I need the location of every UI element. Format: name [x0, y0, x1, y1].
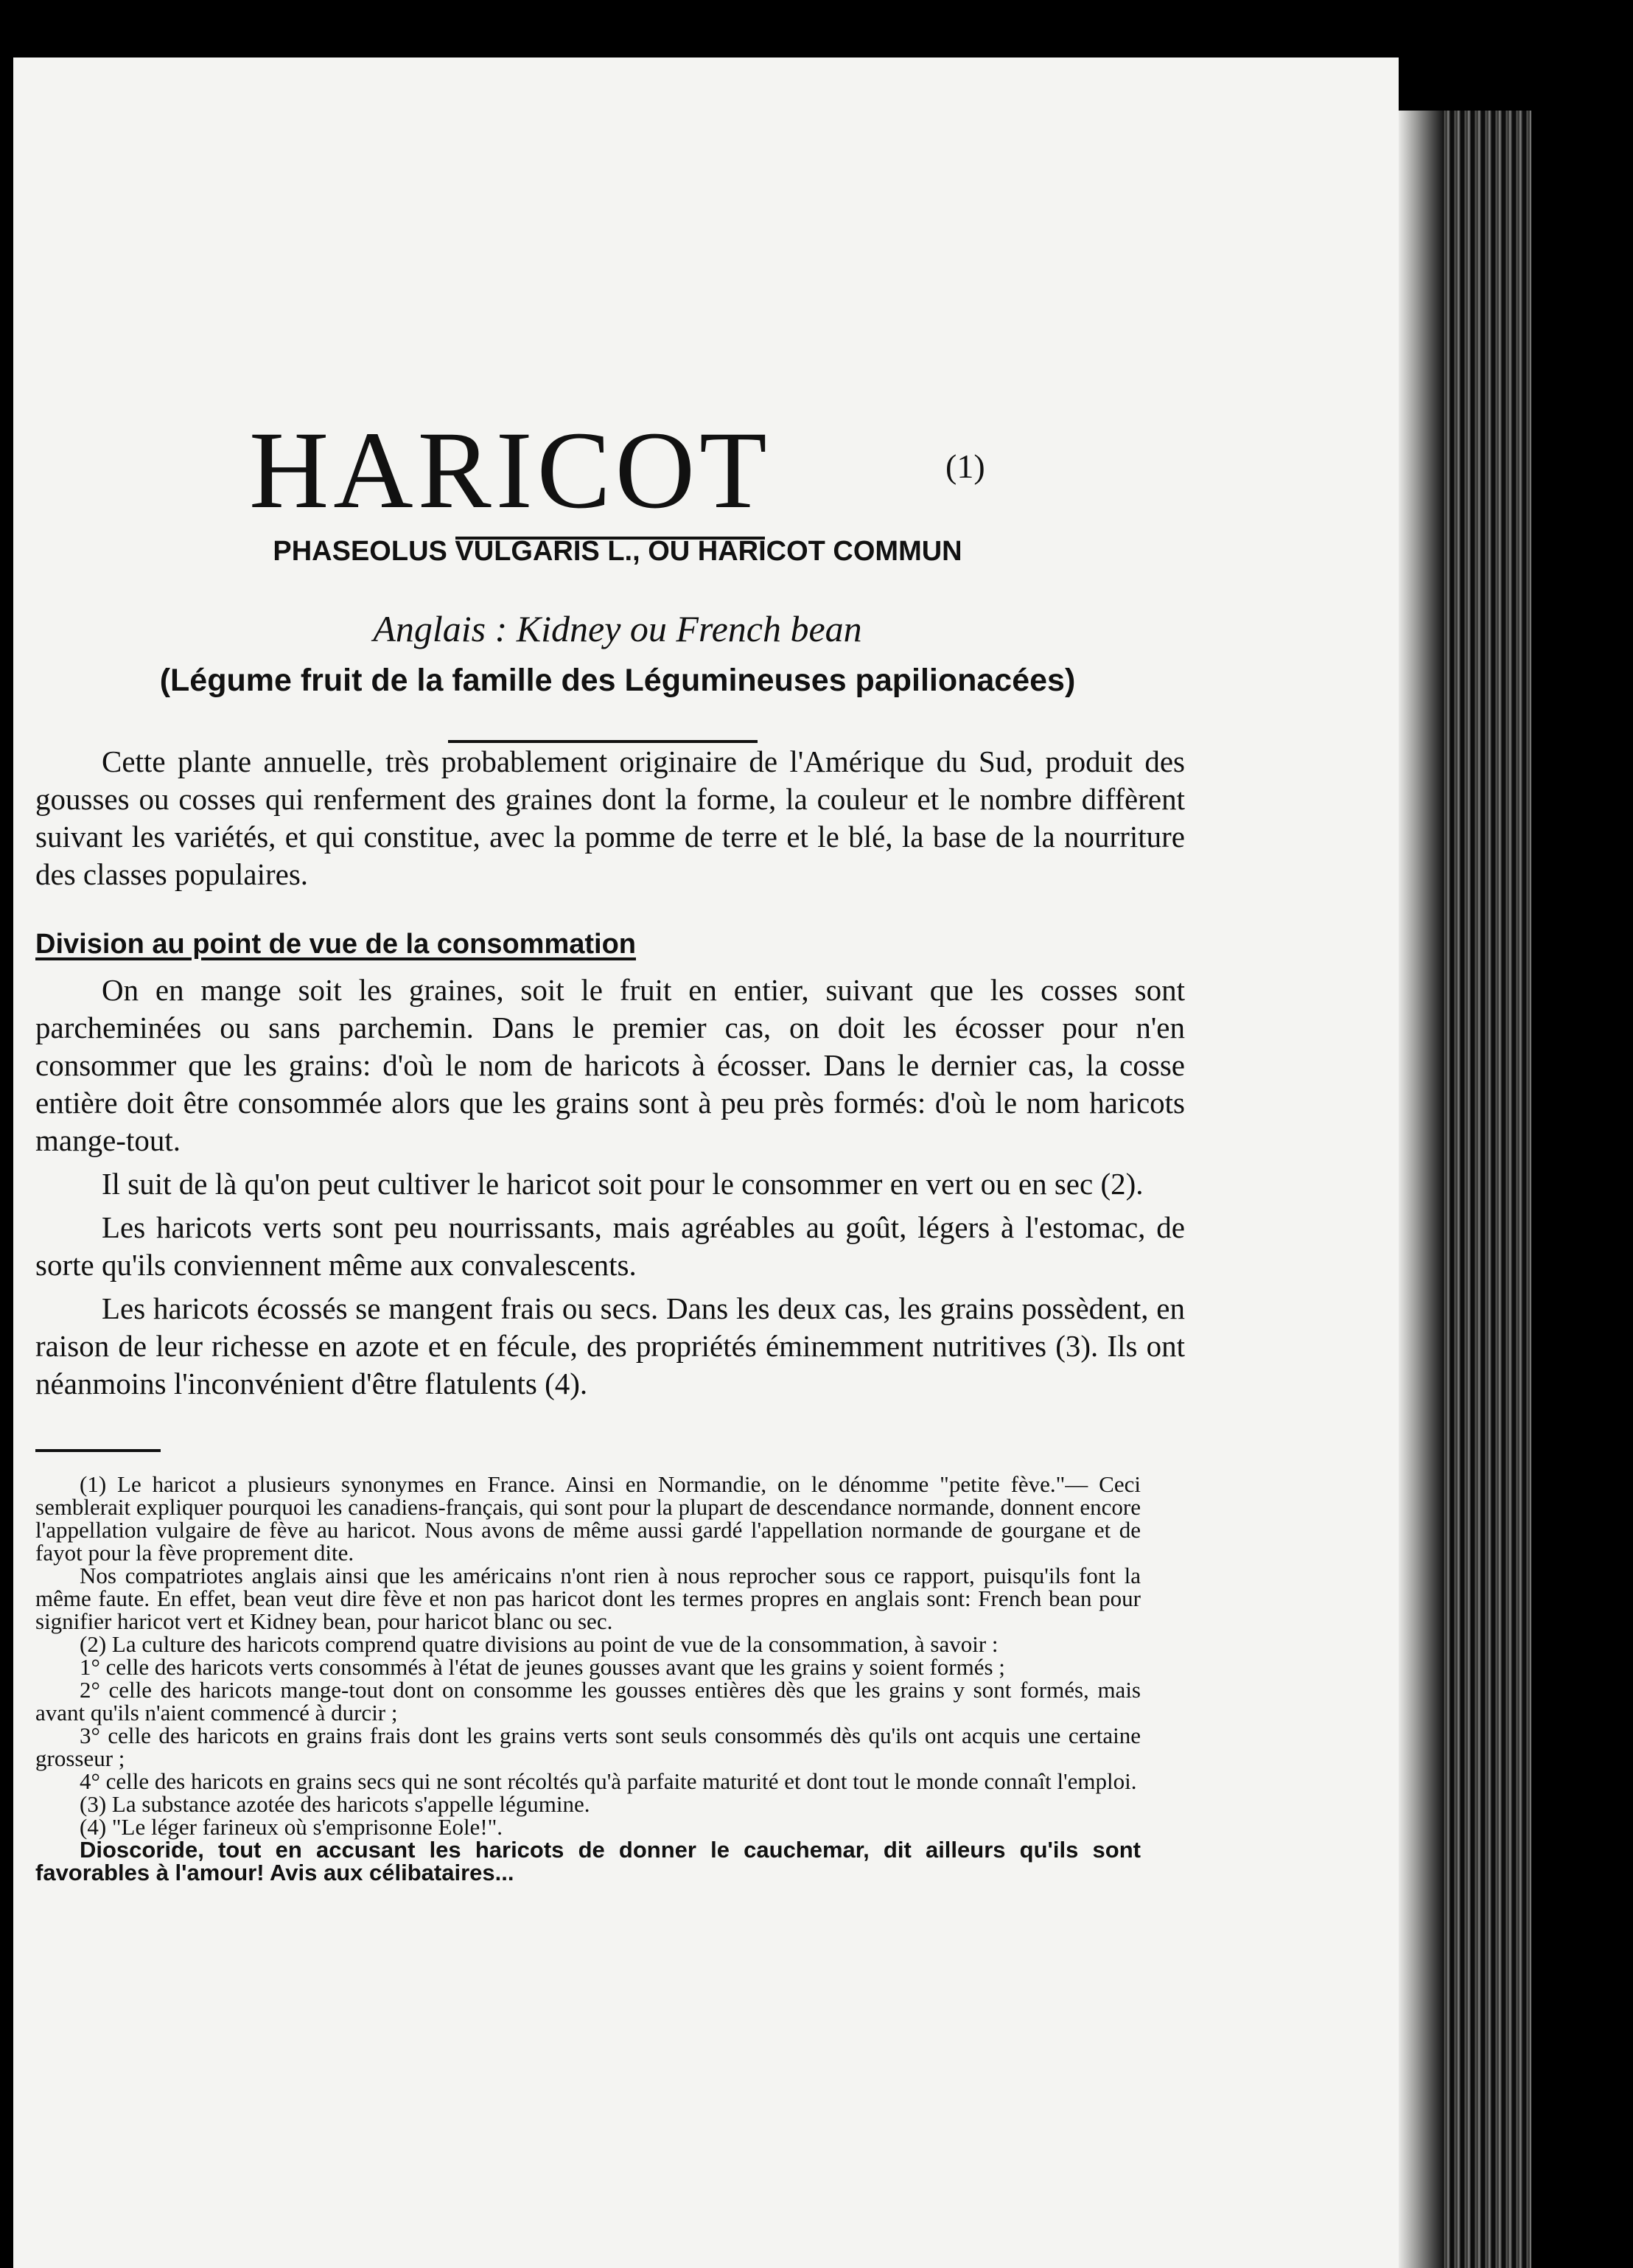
english-name: Anglais : Kidney ou French bean	[373, 608, 862, 649]
footnote: 1° celle des haricots verts consommés à l'état de jeunes gousses avant que les grains y soient formés ;	[80, 1654, 1005, 1680]
footnote-rule	[35, 1449, 161, 1452]
footnote: (4) "Le léger farineux où s'emprisonne Eole!".	[80, 1814, 503, 1840]
section-heading: Division au point de vue de la consommation	[35, 929, 637, 960]
footnotes	[35, 1473, 1141, 1884]
section-body	[35, 971, 1185, 1403]
paragraph: Les haricots verts sont peu nourrissants, mais agréables au goût, légers à l'estomac, de sorte qu'ils conviennent même aux convalescents.	[35, 1210, 1185, 1282]
footnote: Nos compatriotes anglais ainsi que les américains n'ont rien à nous reprocher sous ce rapport, puisqu'ils font la même faute. En effet, bean veut dire fève et non pas haricot dont les termes propres en anglais sont: French bean pour signifier haricot vert et Kidney bean, pour haricot blanc ou sec.	[35, 1563, 1141, 1634]
page-curl-shadow	[1399, 111, 1443, 2268]
paragraph: Les haricots écossés se mangent frais ou secs. Dans les deux cas, les grains possèdent, en raison de leur richesse en azote et en fécule, des propriétés éminemment nutritives (3). Ils ont néanmoins l'inconvénient d'être flatulents (4).	[35, 1291, 1185, 1400]
footnote: (1) Le haricot a plusieurs synonymes en France. Ainsi en Normandie, on le dénomme "petite fève."— Ceci semblerait expliquer pourquoi les canadiens-français, qui sont pour la plupart de descendance normande, donnent encore l'appellation vulgaire de fève au haricot. Nous avons de même aussi gardé l'appellation normande de gourgane et de fayot pour la fève proprement dite.	[35, 1471, 1141, 1566]
title-footnote-marker: (1)	[945, 447, 985, 485]
footnote: (3) La substance azotée des haricots s'appelle légumine.	[80, 1791, 590, 1817]
book-page	[13, 57, 1399, 2268]
intro-text: Cette plante annuelle, très probablement originaire de l'Amérique du Sud, produit des gousses ou cosses qui renferment des graines dont la forme, la couleur et le nombre diffèrent suivant les variétés, et qui constitue, avec la pomme de terre et le blé, la base de la nourriture des classes populaires.	[35, 744, 1185, 891]
footnote: 2° celle des haricots mange-tout dont on consomme les gousses entières dès que les grains y sont formés, mais avant qu'ils n'aient commencé à durcir ;	[35, 1677, 1141, 1726]
footnote: 3° celle des haricots en grains frais dont les grains verts sont seuls consommés dès qu'ils ont acquis une certaine grosseur ;	[35, 1723, 1141, 1771]
latin-name: PHASEOLUS VULGARIS L., OU HARICOT COMMUN	[273, 536, 962, 567]
intro-paragraph	[35, 743, 1185, 893]
paragraph: On en mange soit les graines, soit le fruit en entier, suivant que les cosses sont parcheminées ou sans parchemin. Dans le premier cas, on doit les écosser pour n'en consommer que les grains: d'où le nom de haricots à écosser. Dans le dernier cas, la cosse entière doit être consommée alors que les grains sont à peu près formés: d'où le nom haricots mange-tout.	[35, 973, 1185, 1157]
footnote: (2) La culture des haricots comprend quatre divisions au point de vue de la consommation, à savoir :	[80, 1631, 999, 1657]
paragraph: Il suit de là qu'on peut cultiver le haricot soit pour le consommer en vert ou en sec (2).	[102, 1167, 1144, 1201]
page-title: HARICOT	[249, 409, 772, 531]
footnote: 4° celle des haricots en grains secs qui ne sont récoltés qu'à parfaite maturité et dont tout le monde connaît l'emploi.	[80, 1768, 1137, 1794]
family-subtitle: (Légume fruit de la famille des Légumineuses papilionacées)	[159, 663, 1076, 698]
footnote-closing: Dioscoride, tout en accusant les haricots de donner le cauchemar, dit ailleurs qu'ils sont favorables à l'amour! Avis aux célibataires...	[35, 1837, 1141, 1885]
